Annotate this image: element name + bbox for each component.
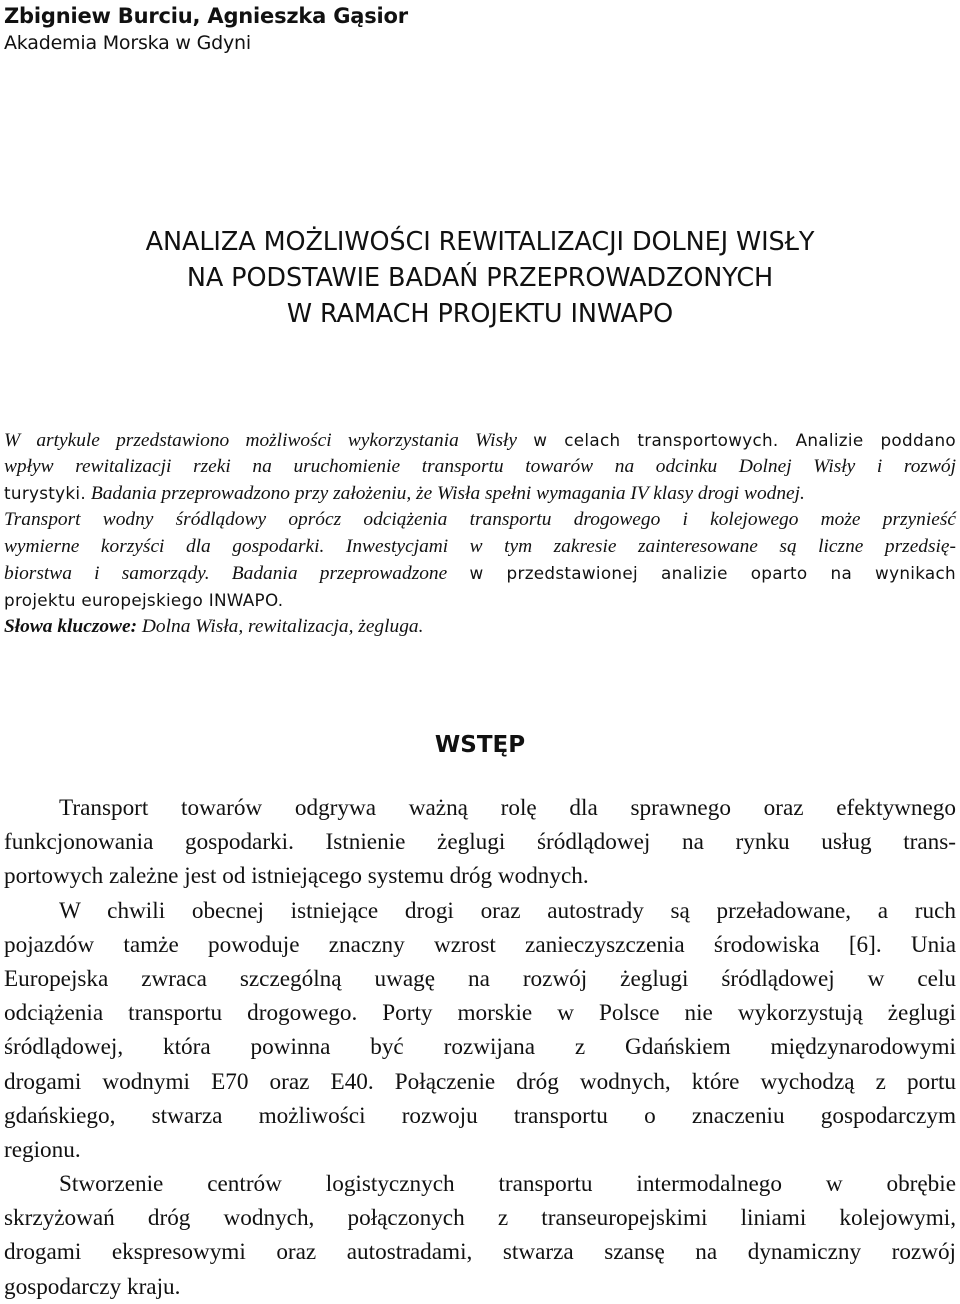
body-line: drogami ekspresowymi oraz autostradami, stwarza szansę na dynamiczny rozwój [4, 1239, 956, 1266]
abstract-text: w przedstawionej analizie oparto na wynikach [469, 563, 956, 584]
abstract-text: w celach transportowych. Analizie poddano [533, 430, 956, 450]
keywords-label: Słowa kluczowe: [4, 615, 138, 637]
body-text [4, 791, 956, 1304]
title-line: ANALIZA MOŻLIWOŚCI REWITALIZACJI DOLNEJ WISŁY [145, 227, 815, 257]
body-line: drogami wodnymi E70 oraz E40. Połączenie dróg wodnych, które wychodzą z portu [4, 1068, 956, 1095]
abstract-text: biorstwa i samorządy. Badania przeprowadzone [4, 563, 448, 585]
body-line: odciążenia transportu drogowego. Porty morskie w Polsce nie wykorzystują żeglugi [4, 1000, 956, 1027]
abstract-line: wpływ rewitalizacji rzeki na uruchomienie transportu towarów na odcinku Dolnej Wisły i rozwój [4, 455, 956, 477]
body-line: funkcjonowania gospodarki. Istnienie żeglugi śródlądowej na rynku usług trans- [4, 829, 956, 856]
body-line: pojazdów tamże powoduje znaczny wzrost zanieczyszczenia środowiska [6]. Unia [4, 931, 956, 958]
affiliation: Akademia Morska w Gdyni [4, 32, 251, 54]
body-line: gospodarczy kraju. [4, 1273, 181, 1300]
authors: Zbigniew Burciu, Agnieszka Gąsior [4, 4, 408, 28]
body-line: śródlądowej, która powinna być rozwijana z Gdańskiem międzynarodowymi [4, 1034, 956, 1061]
abstract-line: Transport wodny śródlądowy oprócz odciążenia transportu drogowego i kolejowego może przynieść [4, 509, 956, 531]
body-line: gdańskiego, stwarza możliwości rozwoju transportu o znaczeniu gospodarczym [4, 1102, 956, 1129]
abstract-text: Badania przeprowadzono przy założeniu, że Wisła spełni wymagania IV klasy drogi wodnej. [90, 483, 805, 505]
abstract-text: W artykule przedstawiono możliwości wykorzystania Wisły [4, 430, 518, 451]
title-line: W RAMACH PROJEKTU INWAPO [286, 299, 674, 329]
body-line: Transport towarów odgrywa ważną rolę dla sprawnego oraz efektywnego [59, 795, 956, 821]
body-line: W chwili obecnej istniejące drogi oraz autostrady są przeładowane, a ruch [59, 897, 956, 924]
section-heading: WSTĘP [434, 732, 526, 758]
body-line: Stworzenie centrów logistycznych transportu intermodalnego w obrębie [59, 1171, 956, 1198]
abstract-line: wymierne korzyści dla gospodarki. Inwestycjami w tym zakresie zainteresowane są liczne przedsię- [4, 535, 956, 557]
abstract-line [4, 560, 956, 587]
keywords: Dolna Wisła, rewitalizacja, żegluga. [141, 615, 424, 637]
title-line: NA PODSTAWIE BADAŃ PRZEPROWADZONYCH [186, 263, 774, 293]
abstract-text: turystyki. [4, 483, 87, 504]
abstract-line [4, 427, 956, 454]
abstract-line [4, 480, 956, 507]
abstract-line: projektu europejskiego INWAPO. [4, 590, 284, 611]
body-line: regionu. [4, 1136, 81, 1163]
body-line: skrzyżowań dróg wodnych, połączonych z transeuropejskimi liniami kolejowymi, [4, 1205, 956, 1232]
keywords-line [4, 614, 956, 641]
body-line: portowych zależne jest od istniejącego systemu dróg wodnych. [4, 863, 589, 890]
body-line: Europejska zwraca szczególną uwagę na rozwój żeglugi śródlądowej w celu [4, 965, 956, 992]
paper-title [0, 224, 960, 332]
abstract [4, 427, 956, 641]
